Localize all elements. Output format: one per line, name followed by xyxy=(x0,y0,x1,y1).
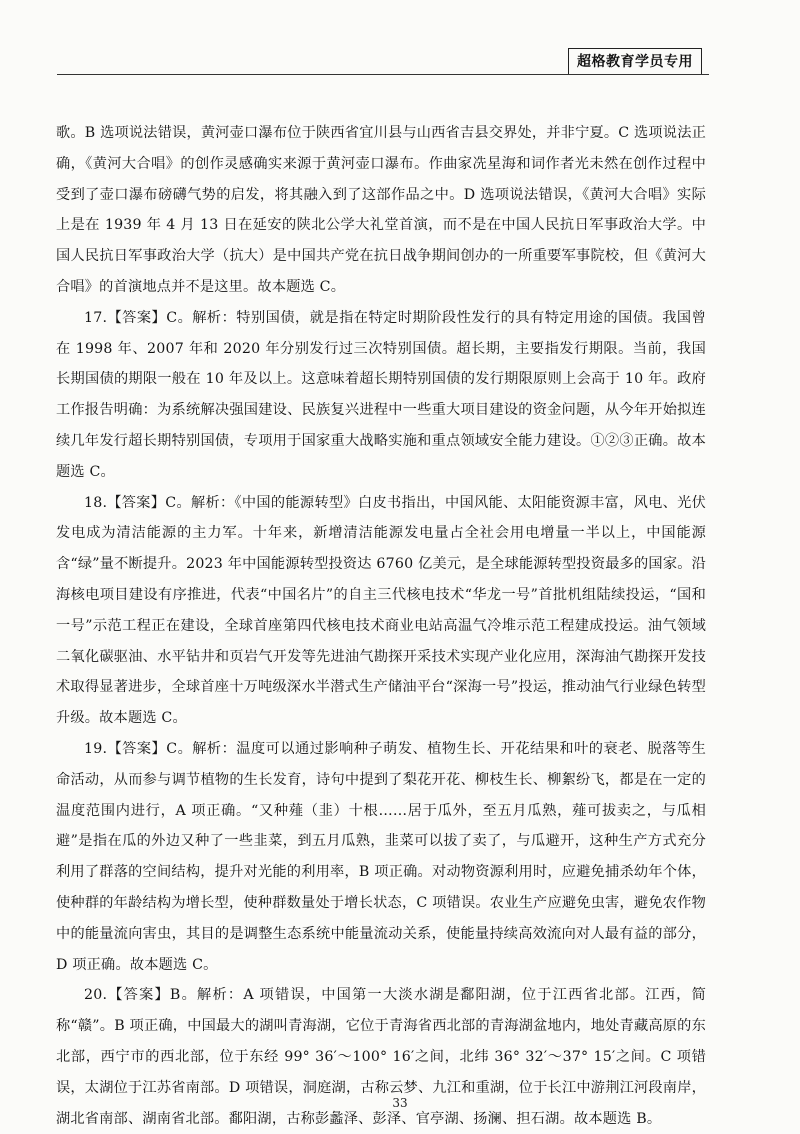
paragraph-question-20: 20.【答案】B。解析：A 项错误，中国第一大淡水湖是鄱阳湖，位于江西省北部。江西，简称“赣”。B 项正确，中国最大的湖叫青海湖，它位于青海省西北部的青海湖盆地内，地处青藏高原的东北部，西宁市的西北部，位于东经 99° 36′～100° 16′之间，北纬 36° 32′～37° 15′之间。C 项错误，太湖位于江苏省南部。D 项错误，洞庭湖，古称云梦、九江和重湖，位于长江中游荆江河段南岸，湖北省南部、湖南省北部。鄱阳湖，古称彭蠡泽、彭泽、官亭湖、扬澜、担石湖。故本题选 B。 xyxy=(56,987,706,1127)
paragraph-question-19: 19.【答案】C。解析：温度可以通过影响种子萌发、植物生长、开花结果和叶的衰老、脱落等生命活动，从而参与调节植物的生长发育，诗句中提到了梨花开花、柳枝生长、柳絮纷飞，都是在一定的温度范围内进行，A 项正确。“又种薤（韭）十根……居于瓜外，至五月瓜熟，薤可拔卖之，与瓜相避”是指在瓜的外边又种了一些韭菜，到五月瓜熟，韭菜可以拔了卖了，与瓜避开，这种生产方式充分利用了群落的空间结构，提升对光能的利用率，B 项正确。对动物资源利用时，应避免捕杀幼年个体，使种群的年龄结构为增长型，使种群数量处于增长状态，C 项错误。农业生产应避免虫害，避免农作物中的能量流向害虫，其目的是调整生态系统中能量流动关系，使能量持续高效流向对人最有益的部分，D 项正确。故本题选 C。 xyxy=(56,740,706,973)
page-number: 33 xyxy=(392,1096,408,1110)
header-rule xyxy=(57,74,709,75)
document-body xyxy=(56,118,706,1134)
paragraph-continuation: 歌。B 选项说法错误，黄河壶口瀑布位于陕西省宜川县与山西省吉县交界处，并非宁夏。C 选项说法正确，《黄河大合唱》的创作灵感确实来源于黄河壶口瀑布。作曲家冼星海和词作者光未然在创作过程中受到了壶口瀑布磅礴气势的启发，将其融入到了这部作品之中。D 选项说法错误，《黄河大合唱》实际上是在 1939 年 4 月 13 日在延安的陕北公学大礼堂首演，而不是在中国人民抗日军事政治大学。中国人民抗日军事政治大学（抗大）是中国共产党在抗日战争期间创办的一所重要军事院校，但《黄河大合唱》的首演地点并不是这里。故本题选 C。 xyxy=(56,125,706,295)
paragraph-question-17: 17.【答案】C。解析：特别国债，就是指在特定时期阶段性发行的具有特定用途的国债。我国曾在 1998 年、2007 年和 2020 年分别发行过三次特别国债。超长期，主要指发行期限。当前，我国长期国债的期限一般在 10 年及以上。这意味着超长期特别国债的发行期限原则上会高于 10 年。政府工作报告明确：为系统解决强国建设、民族复兴进程中一些重大项目建设的资金问题，从今年开始拟连续几年发行超长期特别国债，专项用于国家重大战略实施和重点领域安全能力建设。①②③正确。故本题选 C。 xyxy=(56,309,706,480)
header-label: 超格教育学员专用 xyxy=(568,48,702,75)
paragraph-question-18: 18.【答案】C。解析：《中国的能源转型》白皮书指出，中国风能、太阳能资源丰富，风电、光伏发电成为清洁能源的主力军。十年来，新增清洁能源发电量占全社会用电增量一半以上，中国能源含“绿”量不断提升。2023 年中国能源转型投资达 6760 亿美元，是全球能源转型投资最多的国家。沿海核电项目建设有序推进，代表“中国名片”的自主三代核电技术“华龙一号”首批机组陆续投运，“国和一号”示范工程正在建设，全球首座第四代核电技术商业电站高温气冷堆示范工程建成投运。油气领域二氧化碳驱油、水平钻井和页岩气开发等先进油气勘探开采技术实现产业化应用，深海油气勘探开发技术取得显著进步，全球首座十万吨级深水半潜式生产储油平台“深海一号”投运，推动油气行业绿色转型升级。故本题选 C。 xyxy=(56,494,706,727)
